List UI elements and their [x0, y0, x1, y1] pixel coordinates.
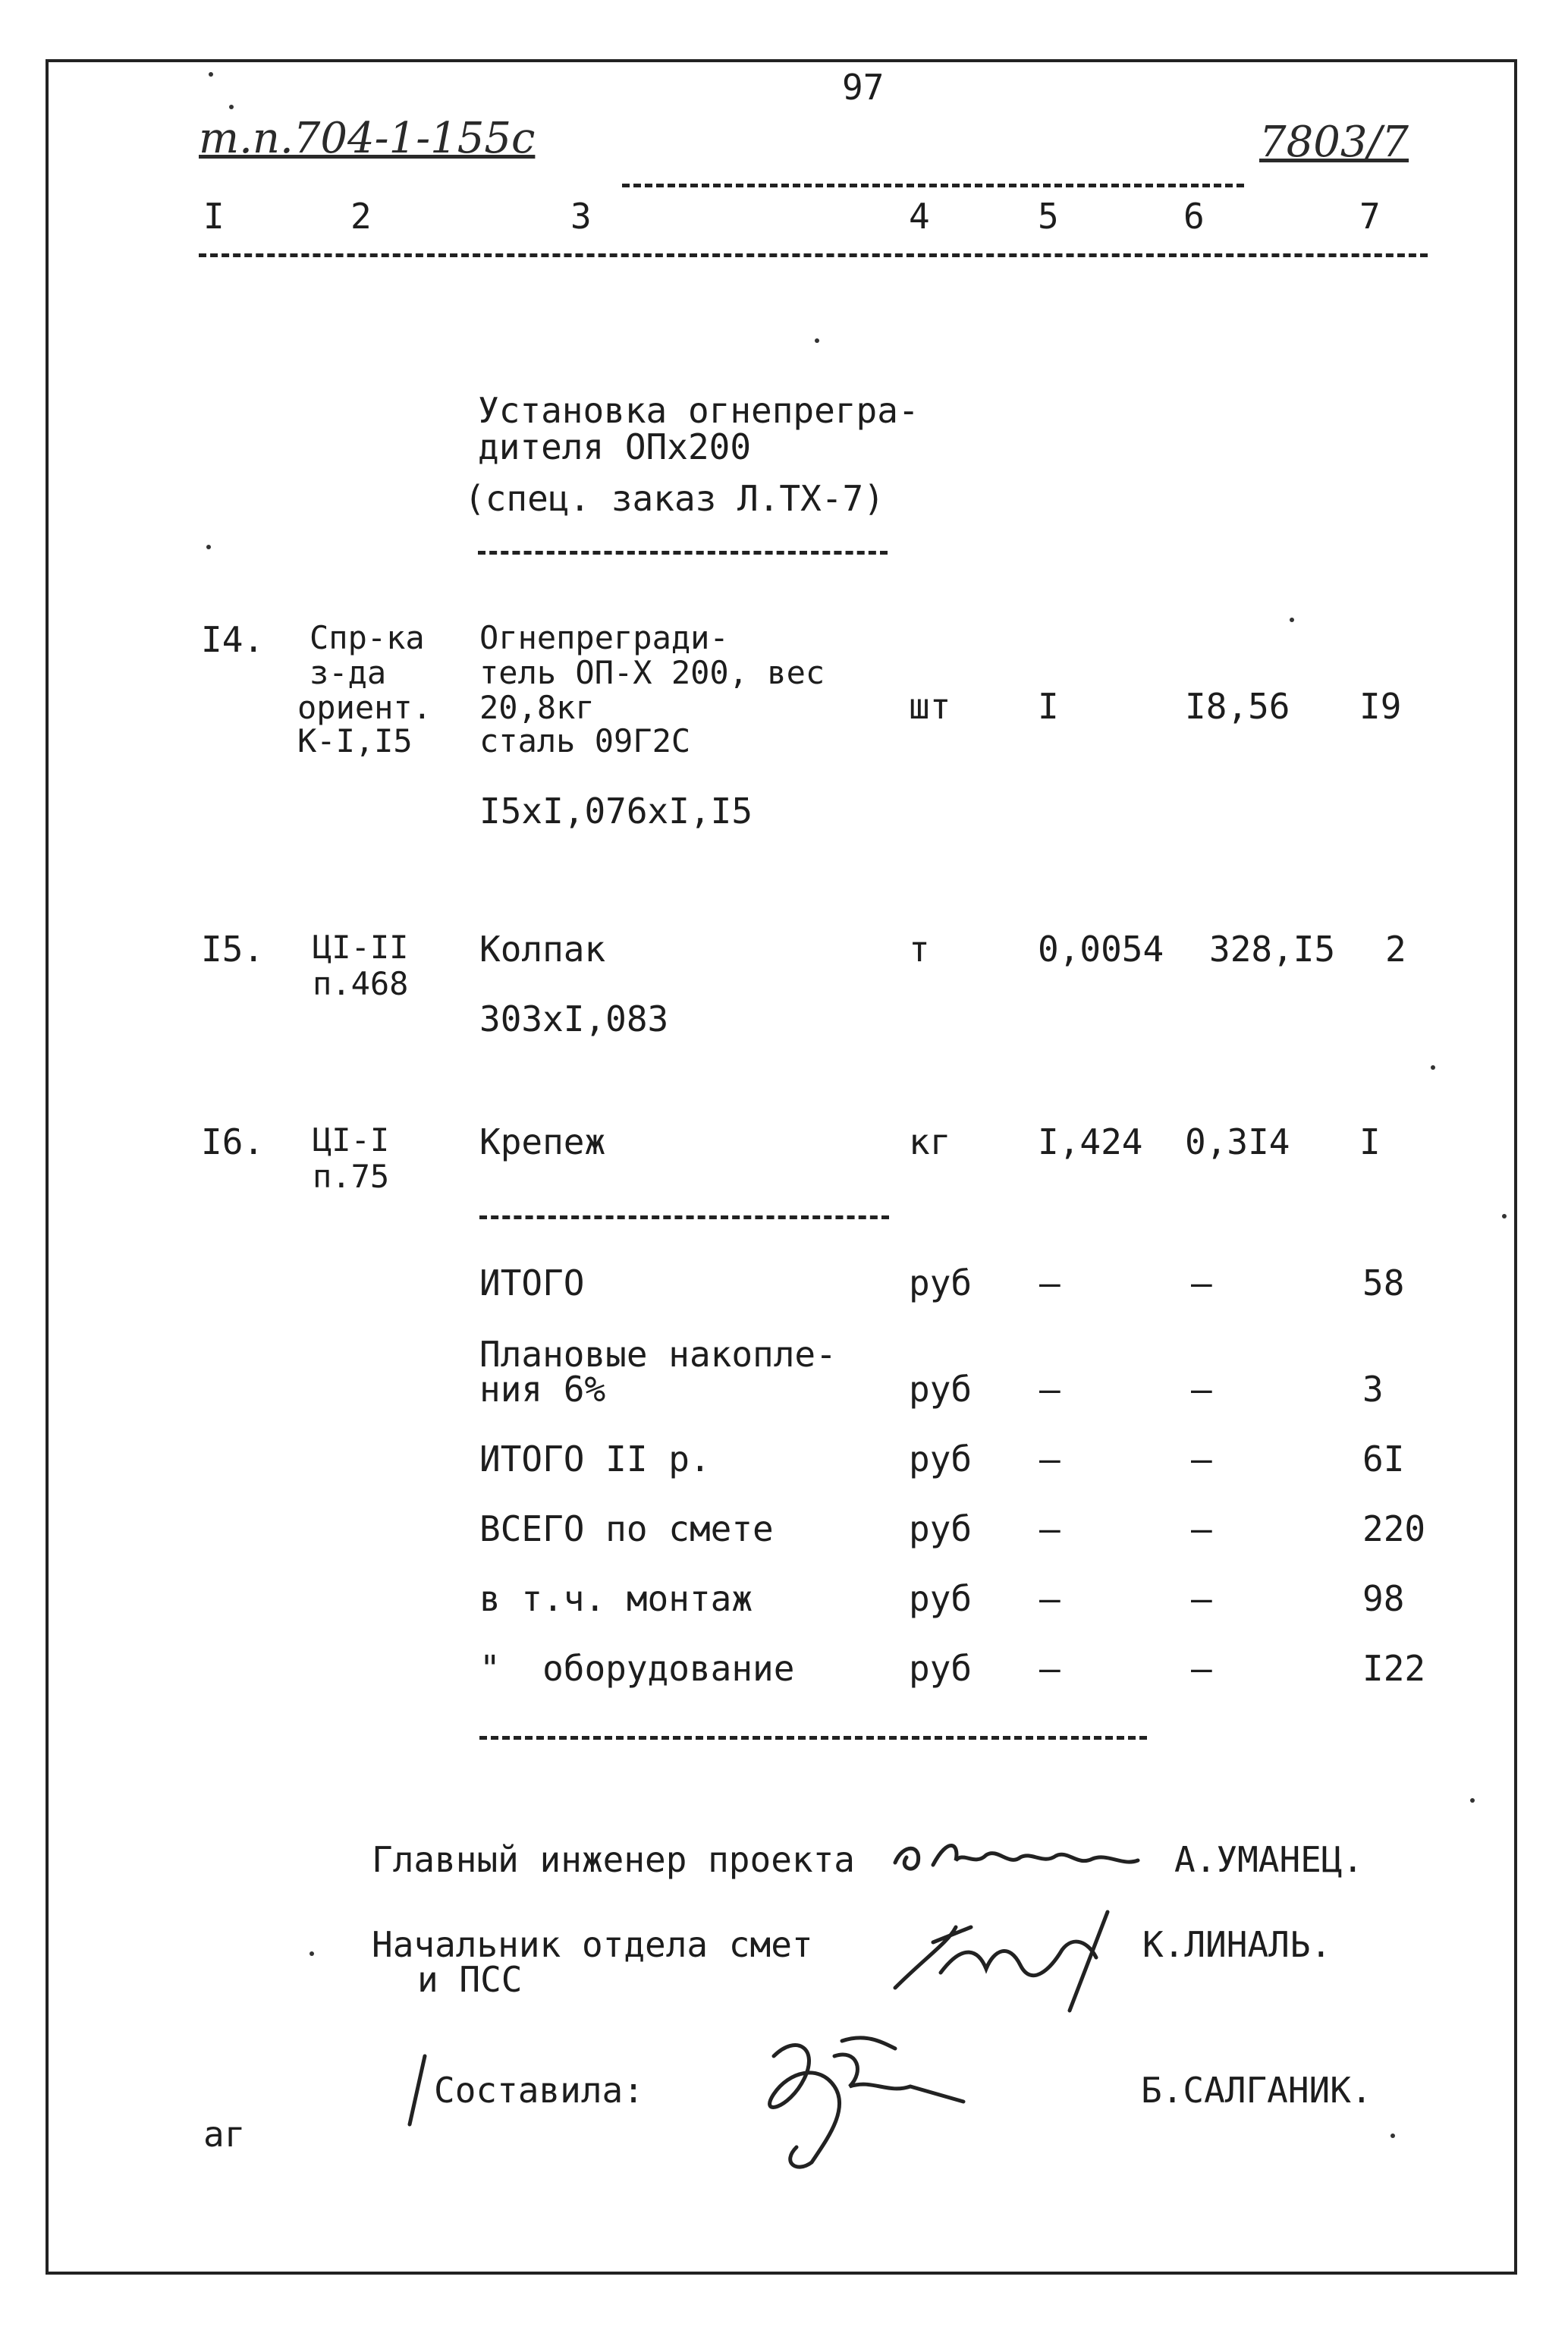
totals-total: 220 — [1362, 1508, 1426, 1549]
totals-label: в т.ч. монтаж — [479, 1578, 753, 1619]
totals-price: – — [1191, 1578, 1212, 1619]
totals-total: 98 — [1362, 1578, 1405, 1619]
totals-qty: – — [1039, 1648, 1061, 1689]
head-dept-signature — [880, 1897, 1153, 2018]
totals-qty: – — [1039, 1262, 1061, 1303]
chief-engineer-title: Главный инженер проекта — [372, 1839, 855, 1880]
section-title-line3: (спец. заказ Л.ТХ-7) — [464, 478, 885, 519]
totals-qty: – — [1039, 1508, 1061, 1549]
section-title-line2: дителя ОПх200 — [478, 426, 752, 467]
chief-engineer-name: А.УМАНЕЦ. — [1174, 1839, 1364, 1880]
compiled-signature — [728, 2011, 971, 2177]
totals-total: 3 — [1362, 1369, 1384, 1410]
totals-price: – — [1191, 1439, 1212, 1479]
scan-speck — [206, 545, 211, 549]
row-number: I6. — [201, 1121, 265, 1162]
totals-total: 6I — [1362, 1439, 1405, 1479]
totals-label: " оборудование — [479, 1648, 795, 1689]
row-total: I9 — [1359, 686, 1402, 727]
col-header-3: 3 — [570, 196, 592, 237]
scan-speck — [229, 105, 234, 109]
scan-speck — [815, 338, 819, 343]
col-header-6: 6 — [1183, 196, 1205, 237]
row-number: I5. — [201, 929, 265, 970]
row-source-line: К-I,I5 — [297, 722, 413, 759]
row-number: I4. — [201, 619, 265, 660]
col-header-5: 5 — [1038, 196, 1059, 237]
row-desc-line: Колпак — [479, 929, 606, 970]
scan-speck — [310, 1951, 314, 1956]
footer-mark: аг — [203, 2114, 246, 2155]
row-qty: I — [1038, 686, 1059, 727]
totals-unit: руб — [909, 1508, 973, 1549]
totals-rule — [479, 1736, 1147, 1740]
header-dash-line — [622, 184, 1244, 187]
head-dept-title: Начальник отдела смет — [372, 1924, 813, 1965]
row-unit: т — [909, 929, 930, 970]
totals-price: – — [1191, 1508, 1212, 1549]
section-title-line1: Установка огнепрегра- — [478, 390, 919, 431]
row-source-line: Спр-ка — [310, 619, 425, 656]
section-rule — [478, 551, 888, 555]
totals-qty: – — [1039, 1439, 1061, 1479]
scan-speck — [1390, 2133, 1395, 2138]
row-source-line: ЦI-II — [313, 929, 409, 966]
head-dept-title-line2: и ПСС — [417, 1959, 523, 2000]
row-unit: шт — [909, 686, 951, 727]
totals-label: Плановые накопле- — [479, 1334, 837, 1375]
page-number: 97 — [842, 67, 885, 108]
totals-qty: – — [1039, 1369, 1061, 1410]
totals-price: – — [1191, 1369, 1212, 1410]
totals-label: ния 6% — [479, 1369, 606, 1410]
row-desc-line: сталь 09Г2С — [479, 722, 691, 759]
col-header-7: 7 — [1359, 196, 1381, 237]
row-source-line: п.75 — [313, 1158, 390, 1195]
scan-speck — [1290, 618, 1294, 622]
row-unit: кг — [909, 1121, 951, 1162]
totals-total: I22 — [1362, 1648, 1426, 1689]
col-header-4: 4 — [909, 196, 930, 237]
doc-number: 7803/7 — [1259, 118, 1409, 167]
col-header-2: 2 — [350, 196, 372, 237]
totals-unit: руб — [909, 1369, 973, 1410]
totals-qty: – — [1039, 1578, 1061, 1619]
row-source-line: ЦI-I — [313, 1121, 390, 1159]
header-rule — [199, 253, 1428, 257]
compiled-mark — [394, 2049, 440, 2132]
row-total: 2 — [1385, 929, 1406, 970]
doc-code: т.п.704-1-155с — [199, 114, 536, 163]
totals-unit: руб — [909, 1439, 973, 1479]
row-desc-line: Крепеж — [479, 1121, 606, 1162]
compiled-name: Б.САЛГАНИК. — [1141, 2070, 1372, 2111]
totals-total: 58 — [1362, 1262, 1405, 1303]
row-price: 0,3I4 — [1185, 1121, 1290, 1162]
row-total: I — [1359, 1121, 1381, 1162]
totals-label: ВСЕГО по смете — [479, 1508, 774, 1549]
row-price: 328,I5 — [1209, 929, 1336, 970]
totals-unit: руб — [909, 1648, 973, 1689]
row-desc-line: 20,8кг — [479, 689, 595, 726]
totals-unit: руб — [909, 1262, 973, 1303]
row-calc: I5xI,076xI,I5 — [479, 791, 753, 832]
col-header-1: I — [203, 196, 225, 237]
row-price: I8,56 — [1185, 686, 1290, 727]
scan-speck — [1470, 1798, 1475, 1803]
totals-label: ИТОГО — [479, 1262, 585, 1303]
row-source-line: з-да — [310, 654, 387, 691]
chief-engineer-signature — [888, 1821, 1191, 1889]
totals-label: ИТОГО II р. — [479, 1439, 711, 1479]
items-rule — [479, 1215, 889, 1219]
row-calc: 303xI,083 — [479, 998, 669, 1039]
scan-speck — [1431, 1065, 1435, 1070]
row-source-line: п.468 — [313, 965, 409, 1002]
row-qty: I,424 — [1038, 1121, 1143, 1162]
scan-speck — [1502, 1214, 1507, 1218]
compiled-title: Составила: — [434, 2070, 644, 2111]
head-dept-name: К.ЛИНАЛЬ. — [1142, 1924, 1332, 1965]
row-desc-line: Огнепрегради- — [479, 619, 729, 656]
totals-price: – — [1191, 1648, 1212, 1689]
row-qty: 0,0054 — [1038, 929, 1164, 970]
scan-speck — [209, 72, 213, 77]
totals-unit: руб — [909, 1578, 973, 1619]
totals-price: – — [1191, 1262, 1212, 1303]
row-desc-line: тель ОП-Х 200, вес — [479, 654, 825, 691]
row-source-line: ориент. — [297, 689, 432, 726]
